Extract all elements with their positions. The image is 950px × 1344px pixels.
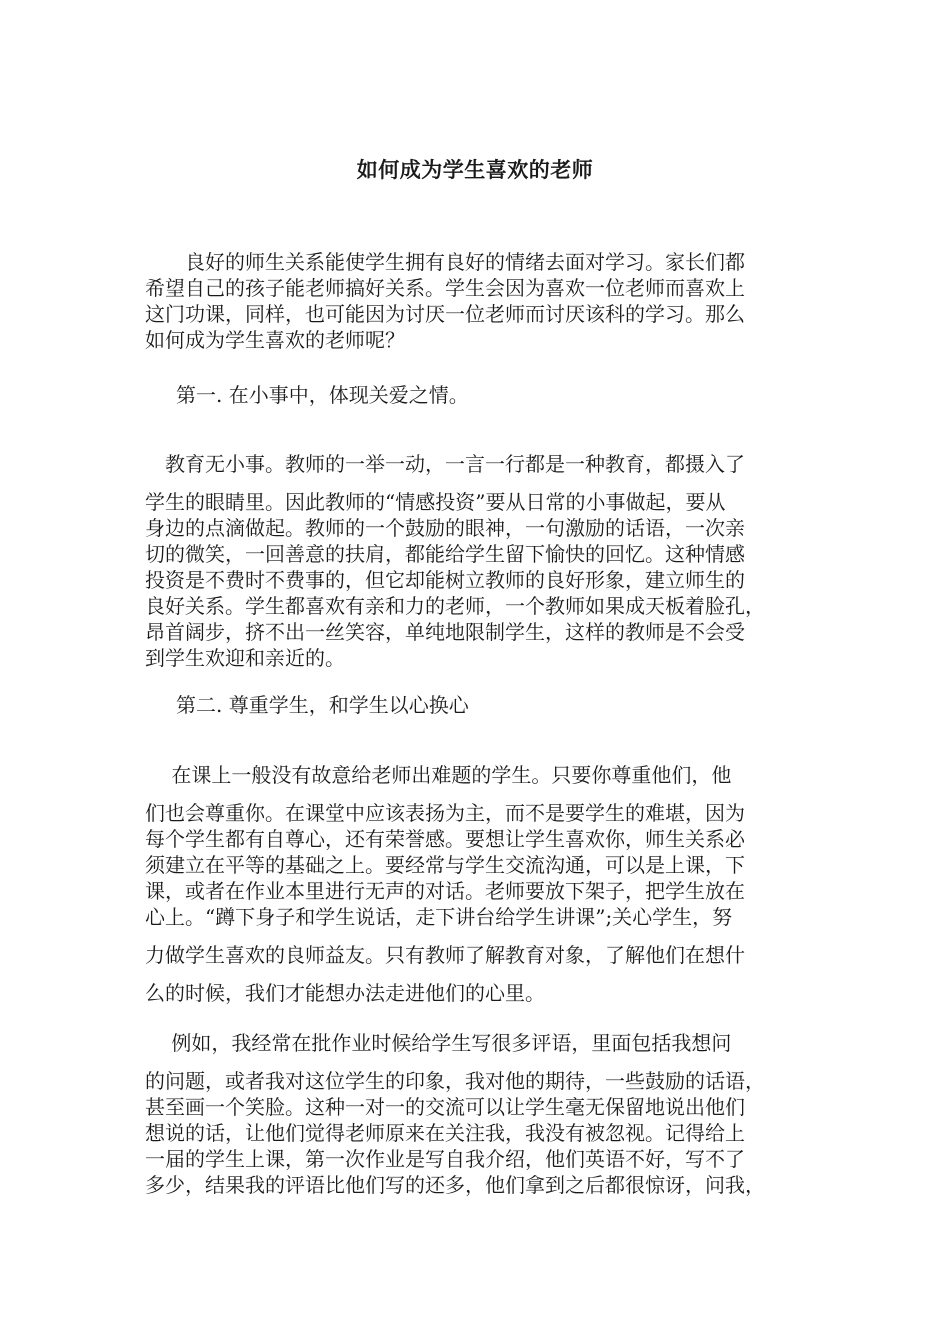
section-heading-1: 第一. 在小事中，体现关爱之情。 xyxy=(176,383,469,407)
text-line: 身边的点滴做起。教师的一个鼓励的眼神，一句激励的话语，一次亲 xyxy=(145,516,745,540)
text-line: 到学生欢迎和亲近的。 xyxy=(145,646,345,670)
text-line: 课，或者在作业本里进行无声的对话。老师要放下架子，把学生放在 xyxy=(145,879,745,903)
text-line: 们也会尊重你。在课堂中应该表扬为主，而不是要学生的难堪，因为 xyxy=(145,801,745,825)
text-line: 一届的学生上课，第一次作业是写自我介绍，他们英语不好，写不了 xyxy=(145,1147,745,1171)
text-line: 如何成为学生喜欢的老师呢？ xyxy=(145,328,405,352)
text-line: 教育无小事。教师的一举一动，一言一行都是一种教育，都摄入了 xyxy=(145,452,745,476)
text-line: 每个学生都有自尊心，还有荣誉感。要想让学生喜欢你，师生关系必 xyxy=(145,827,745,851)
text-line: 多少，结果我的评语比他们写的还多，他们拿到之后都很惊讶，问我， xyxy=(145,1173,765,1197)
text-line: 良好关系。学生都喜欢有亲和力的老师，一个教师如果成天板着脸孔， xyxy=(145,594,765,618)
text-line: 力做学生喜欢的良师益友。只有教师了解教育对象，了解他们在想什 xyxy=(145,943,745,967)
intro-paragraph xyxy=(145,249,825,353)
section-2-paragraph xyxy=(145,762,825,1006)
section-1-paragraph xyxy=(145,451,825,697)
section-3-paragraph xyxy=(145,1030,825,1198)
text-line: 甚至画一个笑脸。这种一对一的交流可以让学生毫无保留地说出他们 xyxy=(145,1095,745,1119)
text-line: 昂首阔步，挤不出一丝笑容，单纯地限制学生，这样的教师是不会受 xyxy=(145,620,745,644)
text-line: 的问题，或者我对这位学生的印象，我对他的期待，一些鼓励的话语， xyxy=(145,1069,765,1093)
text-line: 么的时候，我们才能想办法走进他们的心里。 xyxy=(145,981,545,1005)
section-heading-2: 第二. 尊重学生，和学生以心换心 xyxy=(176,693,469,717)
text-line: 心上。“蹲下身子和学生说话，走下讲台给学生讲课”;关心学生，努 xyxy=(145,905,733,929)
text-line: 希望自己的孩子能老师搞好关系。学生会因为喜欢一位老师而喜欢上 xyxy=(145,276,745,300)
text-line: 须建立在平等的基础之上。要经常与学生交流沟通，可以是上课，下 xyxy=(145,853,745,877)
text-line: 例如，我经常在批作业时候给学生写很多评语，里面包括我想问 xyxy=(145,1031,732,1055)
document-title: 如何成为学生喜欢的老师 xyxy=(356,157,594,182)
text-line: 切的微笑，一回善意的扶肩，都能给学生留下愉快的回忆。这种情感 xyxy=(145,542,745,566)
text-line: 这门功课，同样，也可能因为讨厌一位老师而讨厌该科的学习。那么 xyxy=(145,302,745,326)
text-line: 学生的眼睛里。因此教师的“情感投资”要从日常的小事做起，要从 xyxy=(145,490,726,514)
text-line: 在课上一般没有故意给老师出难题的学生。只要你尊重他们，他 xyxy=(145,763,732,787)
text-line: 良好的师生关系能使学生拥有良好的情绪去面对学习。家长们都 xyxy=(145,250,745,274)
text-line: 投资是不费时不费事的，但它却能树立教师的良好形象，建立师生的 xyxy=(145,568,745,592)
text-line: 想说的话，让他们觉得老师原来在关注我，我没有被忽视。记得给上 xyxy=(145,1121,745,1145)
